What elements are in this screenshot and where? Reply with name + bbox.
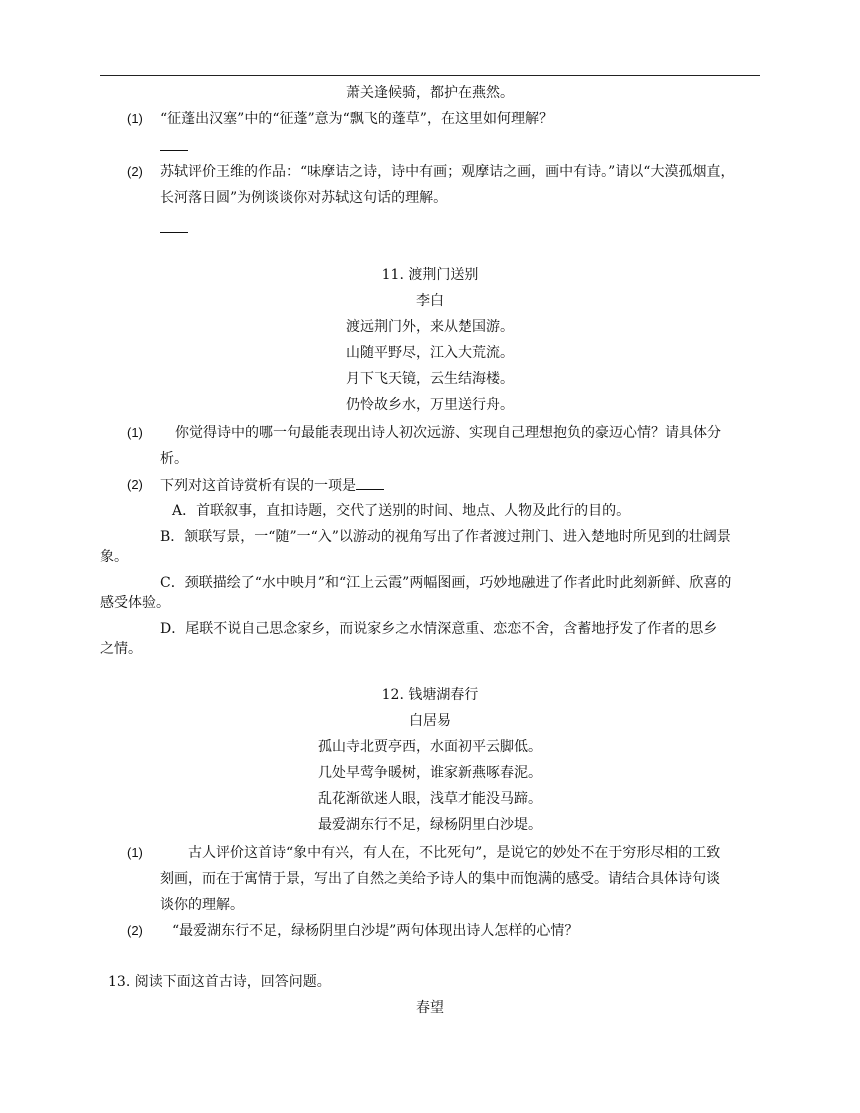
sub-question-text: “征蓬出汉塞”中的“征蓬”意为“飘飞的蓬草”，在这里如何理解？ xyxy=(160,111,553,127)
option-c: C．颈联描绘了“水中映月”和“江上云霞”两幅图画，巧妙地融进了作者此时此刻新鲜、欣喜的 xyxy=(160,575,732,591)
option-d-continued: 之情。 xyxy=(100,641,142,657)
sub-question-number: (1) xyxy=(127,425,143,440)
poem-line: 几处早莺争暖树，谁家新燕啄春泥。 xyxy=(318,765,542,781)
poem-line: 月下飞天镜，云生结海楼。 xyxy=(346,371,514,387)
option-c-continued: 感受体验。 xyxy=(100,595,170,611)
sub-question-line xyxy=(160,475,384,496)
option-b: B．颔联写景，一“随”一“入”以游动的视角写出了作者渡过荆门、进入楚地时所见到的壮阔景 xyxy=(160,529,731,545)
poem-line: 最爱湖东行不足，绿杨阴里白沙堤。 xyxy=(318,817,542,833)
sub-question-text: 你觉得诗中的哪一句最能表现出诗人初次远游、实现自己理想抱负的豪迈心情？请具体分 xyxy=(175,425,721,441)
poem-line: 仍怜故乡水，万里送行舟。 xyxy=(346,397,514,413)
sub-question-number: (2) xyxy=(127,477,143,492)
sub-question-text: 苏轼评价王维的作品：“味摩诘之诗，诗中有画；观摩诘之画，画中有诗。”请以“大漠孤烟直， xyxy=(160,164,735,180)
poem-title: 11. 渡荆门送别 xyxy=(381,267,479,283)
question-intro: 13. 阅读下面这首古诗，回答问题。 xyxy=(108,974,331,990)
sub-question-number: (2) xyxy=(127,923,143,938)
sub-question-number: (1) xyxy=(127,845,143,860)
sub-question-text: 刻画，而在于寓情于景，写出了自然之美给予诗人的集中而饱满的感受。请结合具体诗句谈 xyxy=(160,871,720,887)
answer-blank[interactable] xyxy=(160,232,188,233)
option-b-continued: 象。 xyxy=(100,549,128,565)
option-d: D．尾联不说自己思念家乡，而说家乡之水情深意重、恋恋不舍，含蓄地抒发了作者的思乡 xyxy=(160,621,718,637)
poem-title: 12. 钱塘湖春行 xyxy=(381,687,479,703)
sub-question-text: 析。 xyxy=(160,451,188,467)
sub-question-text: 古人评价这首诗“象中有兴，有人在，不比死句”，是说它的妙处不在于穷形尽相的工致 xyxy=(188,845,721,861)
poem-line: 孤山寺北贾亭西，水面初平云脚低。 xyxy=(318,739,542,755)
poem-author: 李白 xyxy=(416,293,444,309)
sub-question-text: 下列对这首诗赏析有误的一项是 xyxy=(160,478,356,494)
option-a: A．首联叙事，直扣诗题，交代了送别的时间、地点、人物及此行的目的。 xyxy=(172,503,631,519)
poem-line: 乱花渐欲迷人眼，浅草才能没马蹄。 xyxy=(318,791,542,807)
poem-line: 山随平野尽，江入大荒流。 xyxy=(346,345,514,361)
poem-author: 白居易 xyxy=(409,713,451,729)
answer-blank[interactable] xyxy=(356,475,384,490)
sub-question-number: (1) xyxy=(127,111,143,126)
poem-title: 春望 xyxy=(416,1000,444,1016)
sub-question-text: 长河落日圆”为例谈谈你对苏轼这句话的理解。 xyxy=(160,190,448,206)
sub-question-text: 谈你的理解。 xyxy=(160,897,244,913)
answer-blank[interactable] xyxy=(160,150,188,151)
poem-line: 萧关逢候骑，都护在燕然。 xyxy=(346,85,514,101)
header-rule xyxy=(100,75,760,76)
poem-line: 渡远荆门外，来从楚国游。 xyxy=(346,319,514,335)
sub-question-number: (2) xyxy=(127,164,143,179)
sub-question-text: “最爱湖东行不足，绿杨阴里白沙堤”两句体现出诗人怎样的心情？ xyxy=(172,923,579,939)
